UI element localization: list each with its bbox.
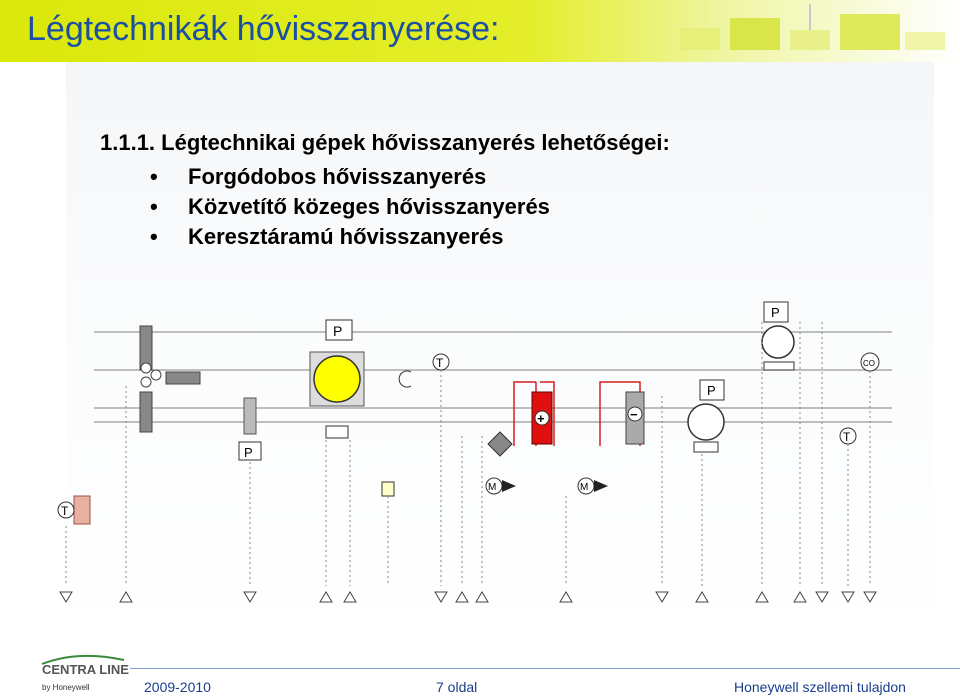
heater-plus-label: + <box>537 411 545 426</box>
title-bar <box>0 0 960 62</box>
return-duct <box>94 408 892 422</box>
pump-icon <box>488 432 512 456</box>
bullet-item <box>150 192 550 222</box>
footer-divider <box>130 668 960 669</box>
temperature-sensor-label: T <box>61 504 69 518</box>
damper-actuator-icon <box>166 372 200 384</box>
section-heading: 1.1.1. Légtechnikai gépek hővisszanyerés lehetőségei: <box>100 130 670 155</box>
bullet-item <box>150 222 550 252</box>
damper-pivot-icon <box>151 370 161 380</box>
co2-sensor-label: CO <box>863 359 875 368</box>
cooler-minus-label: − <box>630 407 638 422</box>
bullet-marker: • <box>150 194 158 219</box>
frost-thermostat-icon <box>382 482 394 496</box>
bullet-marker: • <box>150 164 158 189</box>
three-way-valve-icon <box>502 480 516 492</box>
city-illustration <box>660 0 960 62</box>
damper-icon <box>140 392 152 432</box>
damper-pivot-icon <box>141 377 151 387</box>
valve-motor-label: M <box>580 482 589 493</box>
damper-pivot-icon <box>141 363 151 373</box>
outdoor-sensor-housing <box>74 496 90 524</box>
temperature-sensor-label: T <box>436 356 444 370</box>
temperature-sensor-label: T <box>843 430 851 444</box>
logo-sub-text: by Honeywell <box>42 683 90 692</box>
valve-motor-label: M <box>488 482 497 493</box>
footer-owner: Honeywell szellemi tulajdon <box>734 679 906 695</box>
slide-title: Légtechnikák hővisszanyerése: <box>27 10 500 48</box>
bullet-item <box>150 162 550 192</box>
logo-brand-text: CENTRA LINE <box>42 662 129 677</box>
footer-year: 2009-2010 <box>144 679 211 695</box>
terminal-symbols <box>60 592 876 602</box>
pressure-sensor-label: P <box>333 323 343 339</box>
hvac-schematic <box>61 296 896 616</box>
bypass-icon <box>399 371 411 387</box>
filter-icon <box>244 398 256 434</box>
pressure-sensor-label: P <box>771 305 780 320</box>
bullet-marker: • <box>150 224 158 249</box>
three-way-valve-icon <box>594 480 608 492</box>
bullet-text: Közvetítő közeges hővisszanyerés <box>188 194 550 219</box>
bullet-list <box>150 162 550 252</box>
fan-base-icon <box>764 362 794 370</box>
fan-base-icon <box>694 442 718 452</box>
pressure-sensor-label: P <box>707 383 716 398</box>
wheel-motor-icon <box>326 426 348 438</box>
exhaust-fan-icon <box>762 326 794 358</box>
pressure-sensor-label: P <box>244 445 253 460</box>
footer-page-number: 7 oldal <box>436 679 478 695</box>
centraline-logo-mark <box>38 650 128 692</box>
bullet-text: Forgódobos hővisszanyerés <box>188 164 487 189</box>
supply-fan-icon <box>688 404 724 440</box>
centraline-logo <box>38 650 128 697</box>
heat-wheel-icon <box>314 356 360 402</box>
bullet-text: Keresztáramú hővisszanyerés <box>188 224 504 249</box>
control-wiring <box>66 322 870 586</box>
